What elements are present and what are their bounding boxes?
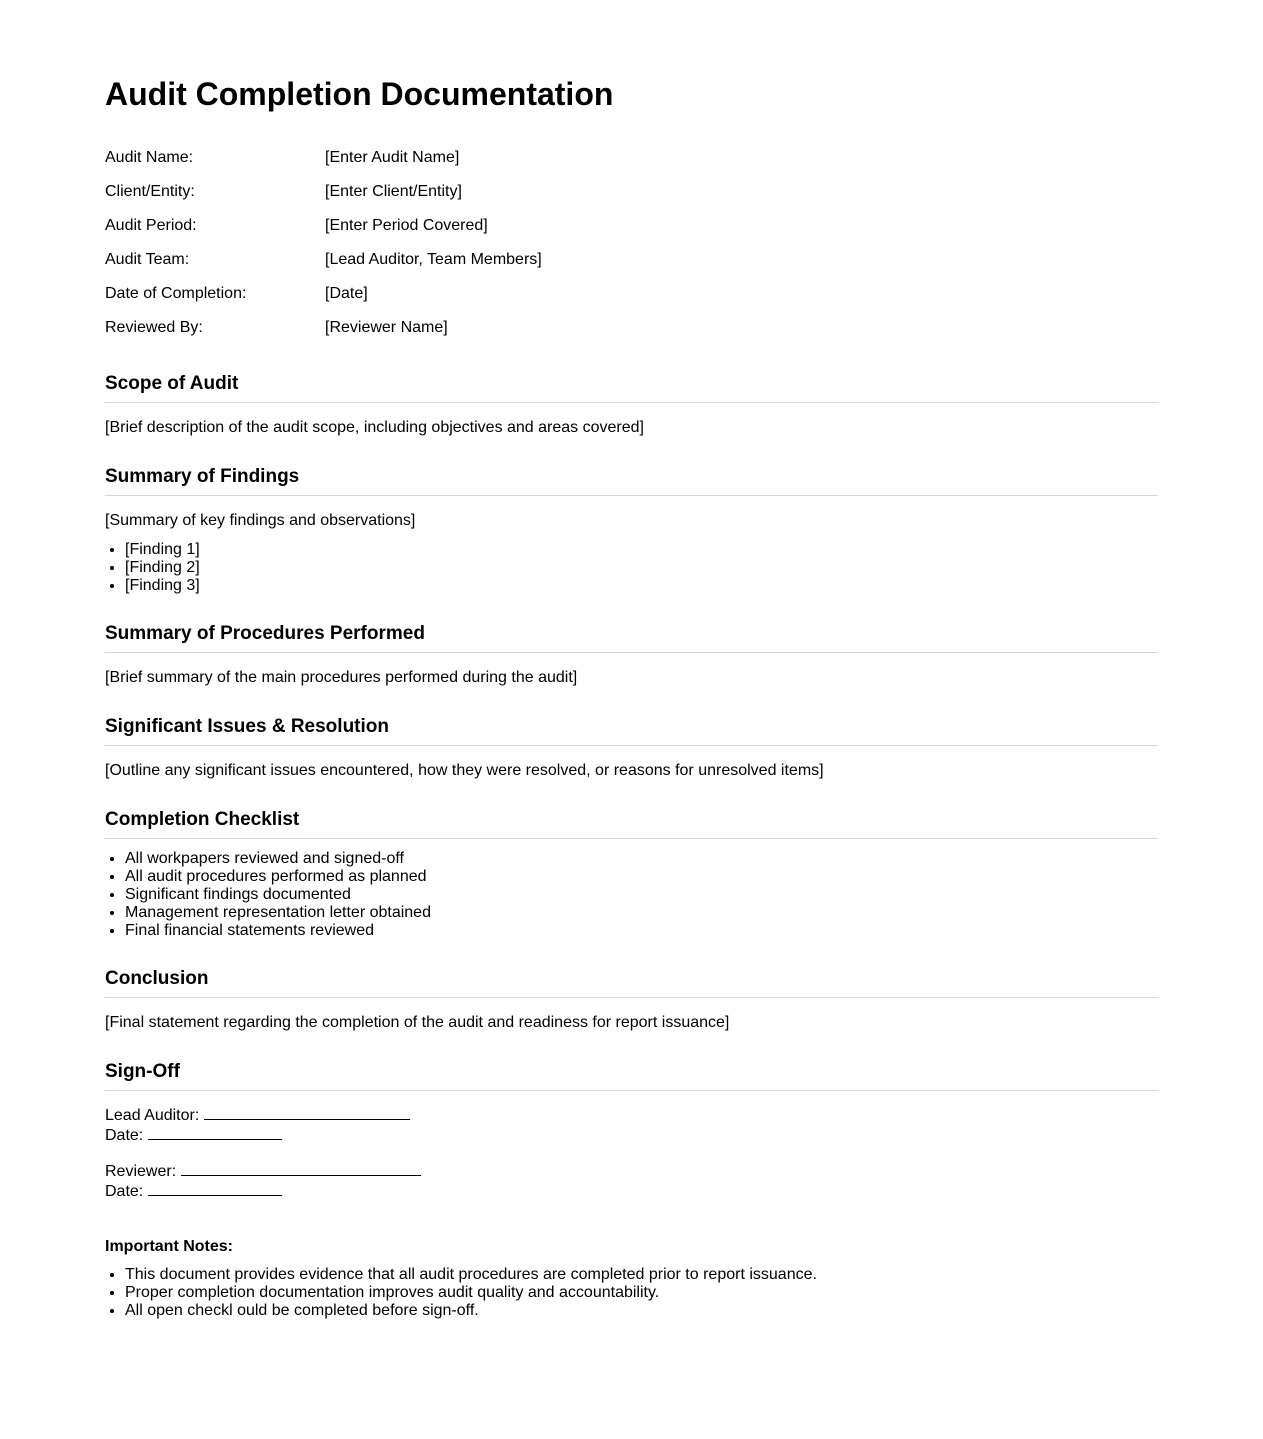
info-value: [Enter Client/Entity] — [325, 183, 462, 200]
issues-section — [105, 714, 1158, 781]
document-page — [105, 70, 1158, 1319]
section-text: [Final statement regarding the completion of the audit and readiness for report issuance] — [105, 1014, 730, 1031]
info-row-date-of-completion — [105, 277, 542, 311]
info-label: Date of Completion: — [105, 285, 247, 302]
checklist-item: • Significant findings documented — [125, 886, 1158, 904]
list-item: • [Finding 3] — [125, 577, 1158, 595]
notes-list — [105, 1266, 1158, 1320]
note-item: • Proper completion documentation improves audit quality and accountability. — [125, 1284, 1158, 1302]
section-text: [Brief description of the audit scope, including objectives and areas covered] — [105, 419, 644, 436]
section-heading: Sign-Off — [105, 1059, 1158, 1091]
section-heading: Conclusion — [105, 966, 1158, 998]
findings-list — [105, 541, 1158, 595]
scope-section — [105, 371, 1158, 438]
checklist-list — [105, 850, 1158, 940]
info-value: [Lead Auditor, Team Members] — [325, 251, 542, 268]
info-label: Reviewed By: — [105, 319, 203, 336]
reviewer-date-line — [148, 1181, 282, 1196]
signature-label: Lead Auditor: — [105, 1107, 200, 1124]
reviewer-signature-line — [181, 1161, 421, 1176]
section-heading: Summary of Procedures Performed — [105, 621, 1158, 653]
lead-auditor-signoff — [105, 1105, 1158, 1145]
info-value: [Date] — [325, 285, 368, 302]
info-row-reviewed-by — [105, 311, 542, 345]
signature-label: Reviewer: — [105, 1163, 177, 1180]
info-row-client-entity — [105, 175, 542, 209]
info-row-audit-name — [105, 141, 542, 175]
note-item: • All open checkl ould be completed before sign-off. — [125, 1302, 1158, 1320]
info-value: [Enter Audit Name] — [325, 149, 460, 166]
info-label: Audit Name: — [105, 149, 194, 166]
section-text: [Brief summary of the main procedures performed during the audit] — [105, 669, 578, 686]
findings-section — [105, 464, 1158, 595]
info-value: [Enter Period Covered] — [325, 217, 488, 234]
checklist-item: • All workpapers reviewed and signed-off — [125, 850, 1158, 868]
info-row-audit-team — [105, 243, 542, 277]
date-label: Date: — [105, 1127, 144, 1144]
audit-info-table — [105, 141, 542, 345]
conclusion-section — [105, 966, 1158, 1033]
checklist-section — [105, 807, 1158, 940]
section-heading: Completion Checklist — [105, 807, 1158, 839]
note-item: • This document provides evidence that all audit procedures are completed prior to report issuance. — [125, 1266, 1158, 1284]
info-label: Audit Period: — [105, 217, 197, 234]
section-heading: Summary of Findings — [105, 464, 1158, 496]
info-row-audit-period — [105, 209, 542, 243]
checklist-item: • Management representation letter obtained — [125, 904, 1158, 922]
checklist-item: • Final financial statements reviewed — [125, 922, 1158, 940]
document-title: Audit Completion Documentation — [105, 76, 614, 112]
section-text: [Outline any significant issues encountered, how they were resolved, or reasons for unresolved items] — [105, 762, 824, 779]
checklist-item: • All audit procedures performed as planned — [125, 868, 1158, 886]
info-label: Client/Entity: — [105, 183, 195, 200]
section-text: [Summary of key findings and observations] — [105, 512, 416, 529]
lead-auditor-date-line — [148, 1125, 282, 1140]
notes-heading: Important Notes: — [105, 1238, 233, 1255]
section-heading: Scope of Audit — [105, 371, 1158, 403]
info-label: Audit Team: — [105, 251, 190, 268]
date-label: Date: — [105, 1183, 144, 1200]
list-item: • [Finding 1] — [125, 541, 1158, 559]
lead-auditor-signature-line — [204, 1105, 410, 1120]
section-heading: Significant Issues & Resolution — [105, 714, 1158, 746]
signoff-section — [105, 1059, 1158, 1201]
procedures-section — [105, 621, 1158, 688]
info-value: [Reviewer Name] — [325, 319, 448, 336]
list-item: • [Finding 2] — [125, 559, 1158, 577]
reviewer-signoff — [105, 1161, 1158, 1201]
